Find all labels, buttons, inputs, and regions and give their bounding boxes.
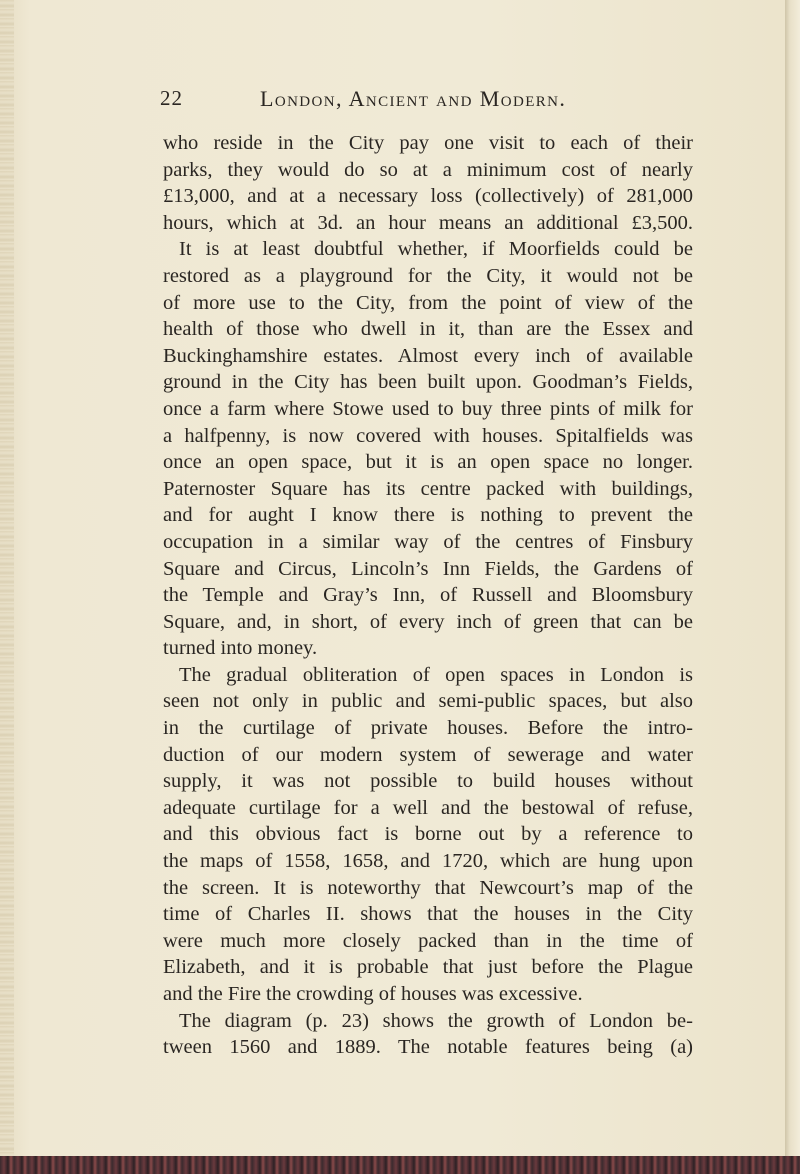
page-header bbox=[160, 86, 680, 116]
text-line: parks, they would do so at a minimum cost of nearly bbox=[163, 158, 693, 181]
text-line: in the curtilage of private houses. Before the intro- bbox=[163, 717, 693, 740]
text-line: and this obvious fact is borne out by a reference to bbox=[163, 823, 693, 846]
text-line: supply, it was not possible to build houses without bbox=[163, 770, 693, 793]
text-line: tween 1560 and 1889. The notable features being (a) bbox=[163, 1036, 693, 1059]
text-line: health of those who dwell in it, than are the Essex and bbox=[163, 318, 693, 341]
text-line: seen not only in public and semi-public spaces, but also bbox=[163, 690, 693, 713]
running-title: London, Ancient and Modern. bbox=[260, 86, 567, 111]
text-line: It is at least doubtful whether, if Moorfields could be bbox=[179, 238, 693, 261]
text-line: once an open space, but it is an open space no longer. bbox=[163, 451, 693, 474]
text-line: once a farm where Stowe used to buy three pints of milk for bbox=[163, 397, 693, 420]
text-line: The diagram (p. 23) shows the growth of London be- bbox=[179, 1009, 693, 1032]
text-line: were much more closely packed than in the time of bbox=[163, 929, 693, 952]
text-line: and the Fire the crowding of houses was excessive. bbox=[163, 983, 583, 1005]
text-line: adequate curtilage for a well and the bestowal of refuse, bbox=[163, 796, 693, 819]
text-line: the maps of 1558, 1658, and 1720, which are hung upon bbox=[163, 850, 693, 873]
text-line: ground in the City has been built upon. Goodman’s Fields, bbox=[163, 371, 693, 394]
text-line: Paternoster Square has its centre packed with buildings, bbox=[163, 477, 693, 500]
text-line: the screen. It is noteworthy that Newcourt’s map of the bbox=[163, 876, 693, 899]
text-line: and for aught I know there is nothing to prevent the bbox=[163, 504, 693, 527]
book-cover-edge bbox=[0, 1156, 800, 1174]
text-line: duction of our modern system of sewerage and water bbox=[163, 743, 693, 766]
text-line: who reside in the City pay one visit to each of their bbox=[163, 132, 693, 154]
text-line: Square, and, in short, of every inch of green that can be bbox=[163, 610, 693, 633]
body-text bbox=[163, 130, 693, 1061]
text-line: restored as a playground for the City, it would not be bbox=[163, 264, 693, 287]
text-line: the Temple and Gray’s Inn, of Russell and Bloomsbury bbox=[163, 584, 693, 607]
text-line: Elizabeth, and it is probable that just before the Plague bbox=[163, 956, 693, 979]
text-line: of more use to the City, from the point of view of the bbox=[163, 291, 693, 314]
text-line: Buckinghamshire estates. Almost every inch of available bbox=[163, 344, 693, 367]
text-line: The gradual obliteration of open spaces in London is bbox=[179, 663, 693, 686]
text-line: turned into money. bbox=[163, 637, 318, 660]
page-left-edge bbox=[0, 0, 14, 1174]
text-line: £13,000, and at a necessary loss (collectively) of 281,000 bbox=[163, 185, 693, 208]
text-line: a halfpenny, is now covered with houses. Spitalfields was bbox=[163, 424, 693, 447]
page-number: 22 bbox=[160, 86, 183, 110]
text-line: Square and Circus, Lincoln’s Inn Fields, the Gardens of bbox=[163, 557, 693, 580]
text-line: occupation in a similar way of the centres of Finsbury bbox=[163, 530, 693, 553]
page-right-edge bbox=[785, 0, 800, 1174]
text-line: hours, which at 3d. an hour means an additional £3,500. bbox=[163, 211, 693, 234]
text-line: time of Charles II. shows that the houses in the City bbox=[163, 903, 693, 926]
